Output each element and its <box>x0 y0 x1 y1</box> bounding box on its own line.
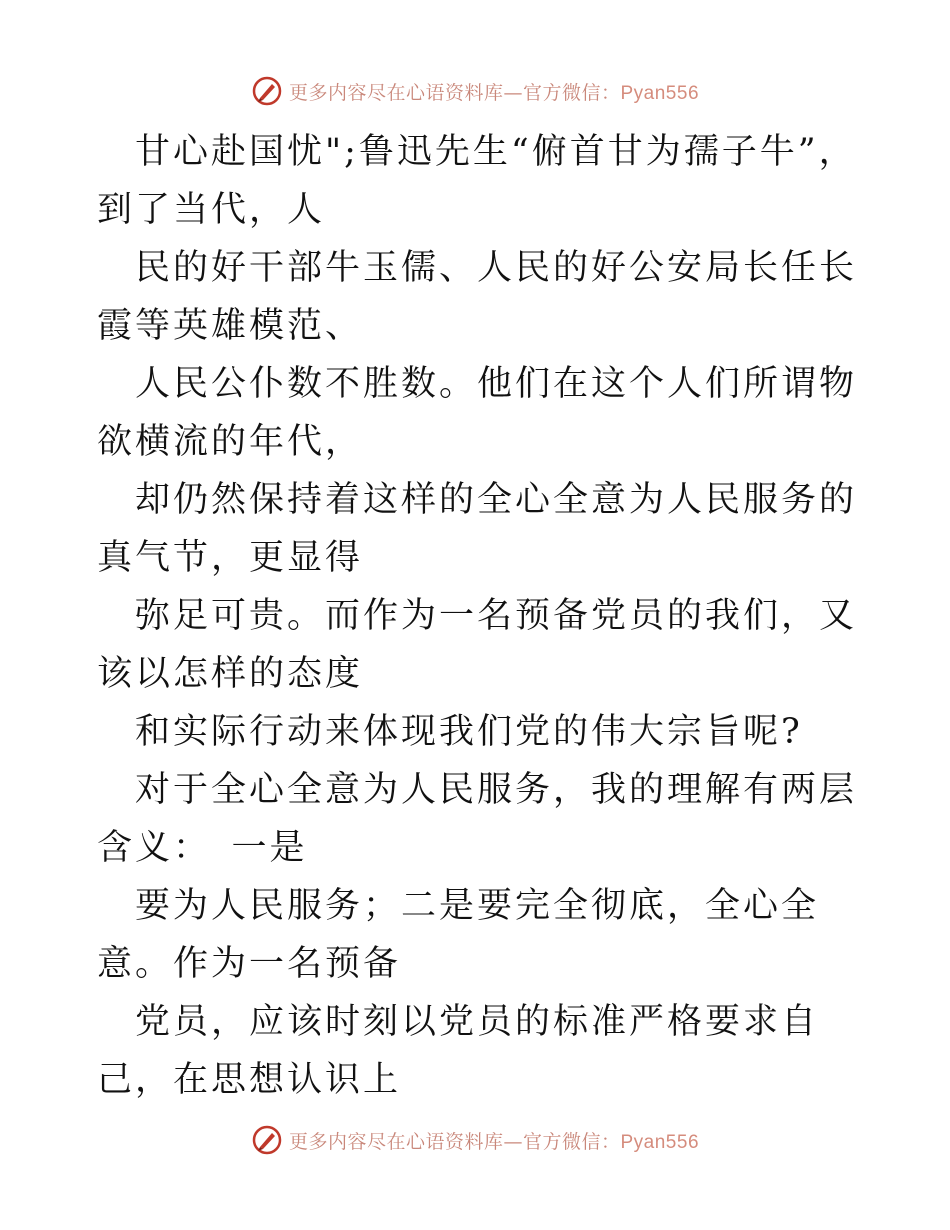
paragraph-5: 弥足可贵。而作为一名预备党员的我们，又该以怎样的态度 <box>97 596 858 694</box>
paragraph-9: 党员，应该时刻以党员的标准严格要求自己，在思想认识上 <box>97 1002 820 1100</box>
pen-seal-icon <box>251 1124 283 1156</box>
footer-watermark-banner <box>0 1120 950 1160</box>
paragraph-4: 却仍然保持着这样的全心全意为人民服务的真气节，更显得 <box>97 480 858 578</box>
header-banner-text: 更多内容尽在心语资料库—官方微信：Pyan556 <box>288 81 700 104</box>
document-body <box>97 123 857 1109</box>
paragraph-8: 要为人民服务；二是要完全彻底，全心全意。作为一名预备 <box>97 886 820 984</box>
footer-banner-text: 更多内容尽在心语资料库—官方微信：Pyan556 <box>288 1130 700 1153</box>
paragraph-2: 民的好干部牛玉儒、人民的好公安局长任长霞等英雄模范、 <box>97 248 858 346</box>
header-wechat-account: Pyan556 <box>620 82 700 104</box>
paragraph-3: 人民公仆数不胜数。他们在这个人们所谓物欲横流的年代， <box>97 364 858 462</box>
footer-wechat-account: Pyan556 <box>620 1131 700 1153</box>
paragraph-6: 和实际行动来体现我们党的伟大宗旨呢? <box>135 712 803 752</box>
paragraph-7: 对于全心全意为人民服务，我的理解有两层含义： 一是 <box>97 770 858 868</box>
header-watermark-banner <box>0 71 950 111</box>
pen-seal-icon <box>251 75 283 107</box>
paragraph-1: 甘心赴国忧";鲁迅先生“俯首甘为孺子牛”，到了当代，人 <box>97 132 857 230</box>
